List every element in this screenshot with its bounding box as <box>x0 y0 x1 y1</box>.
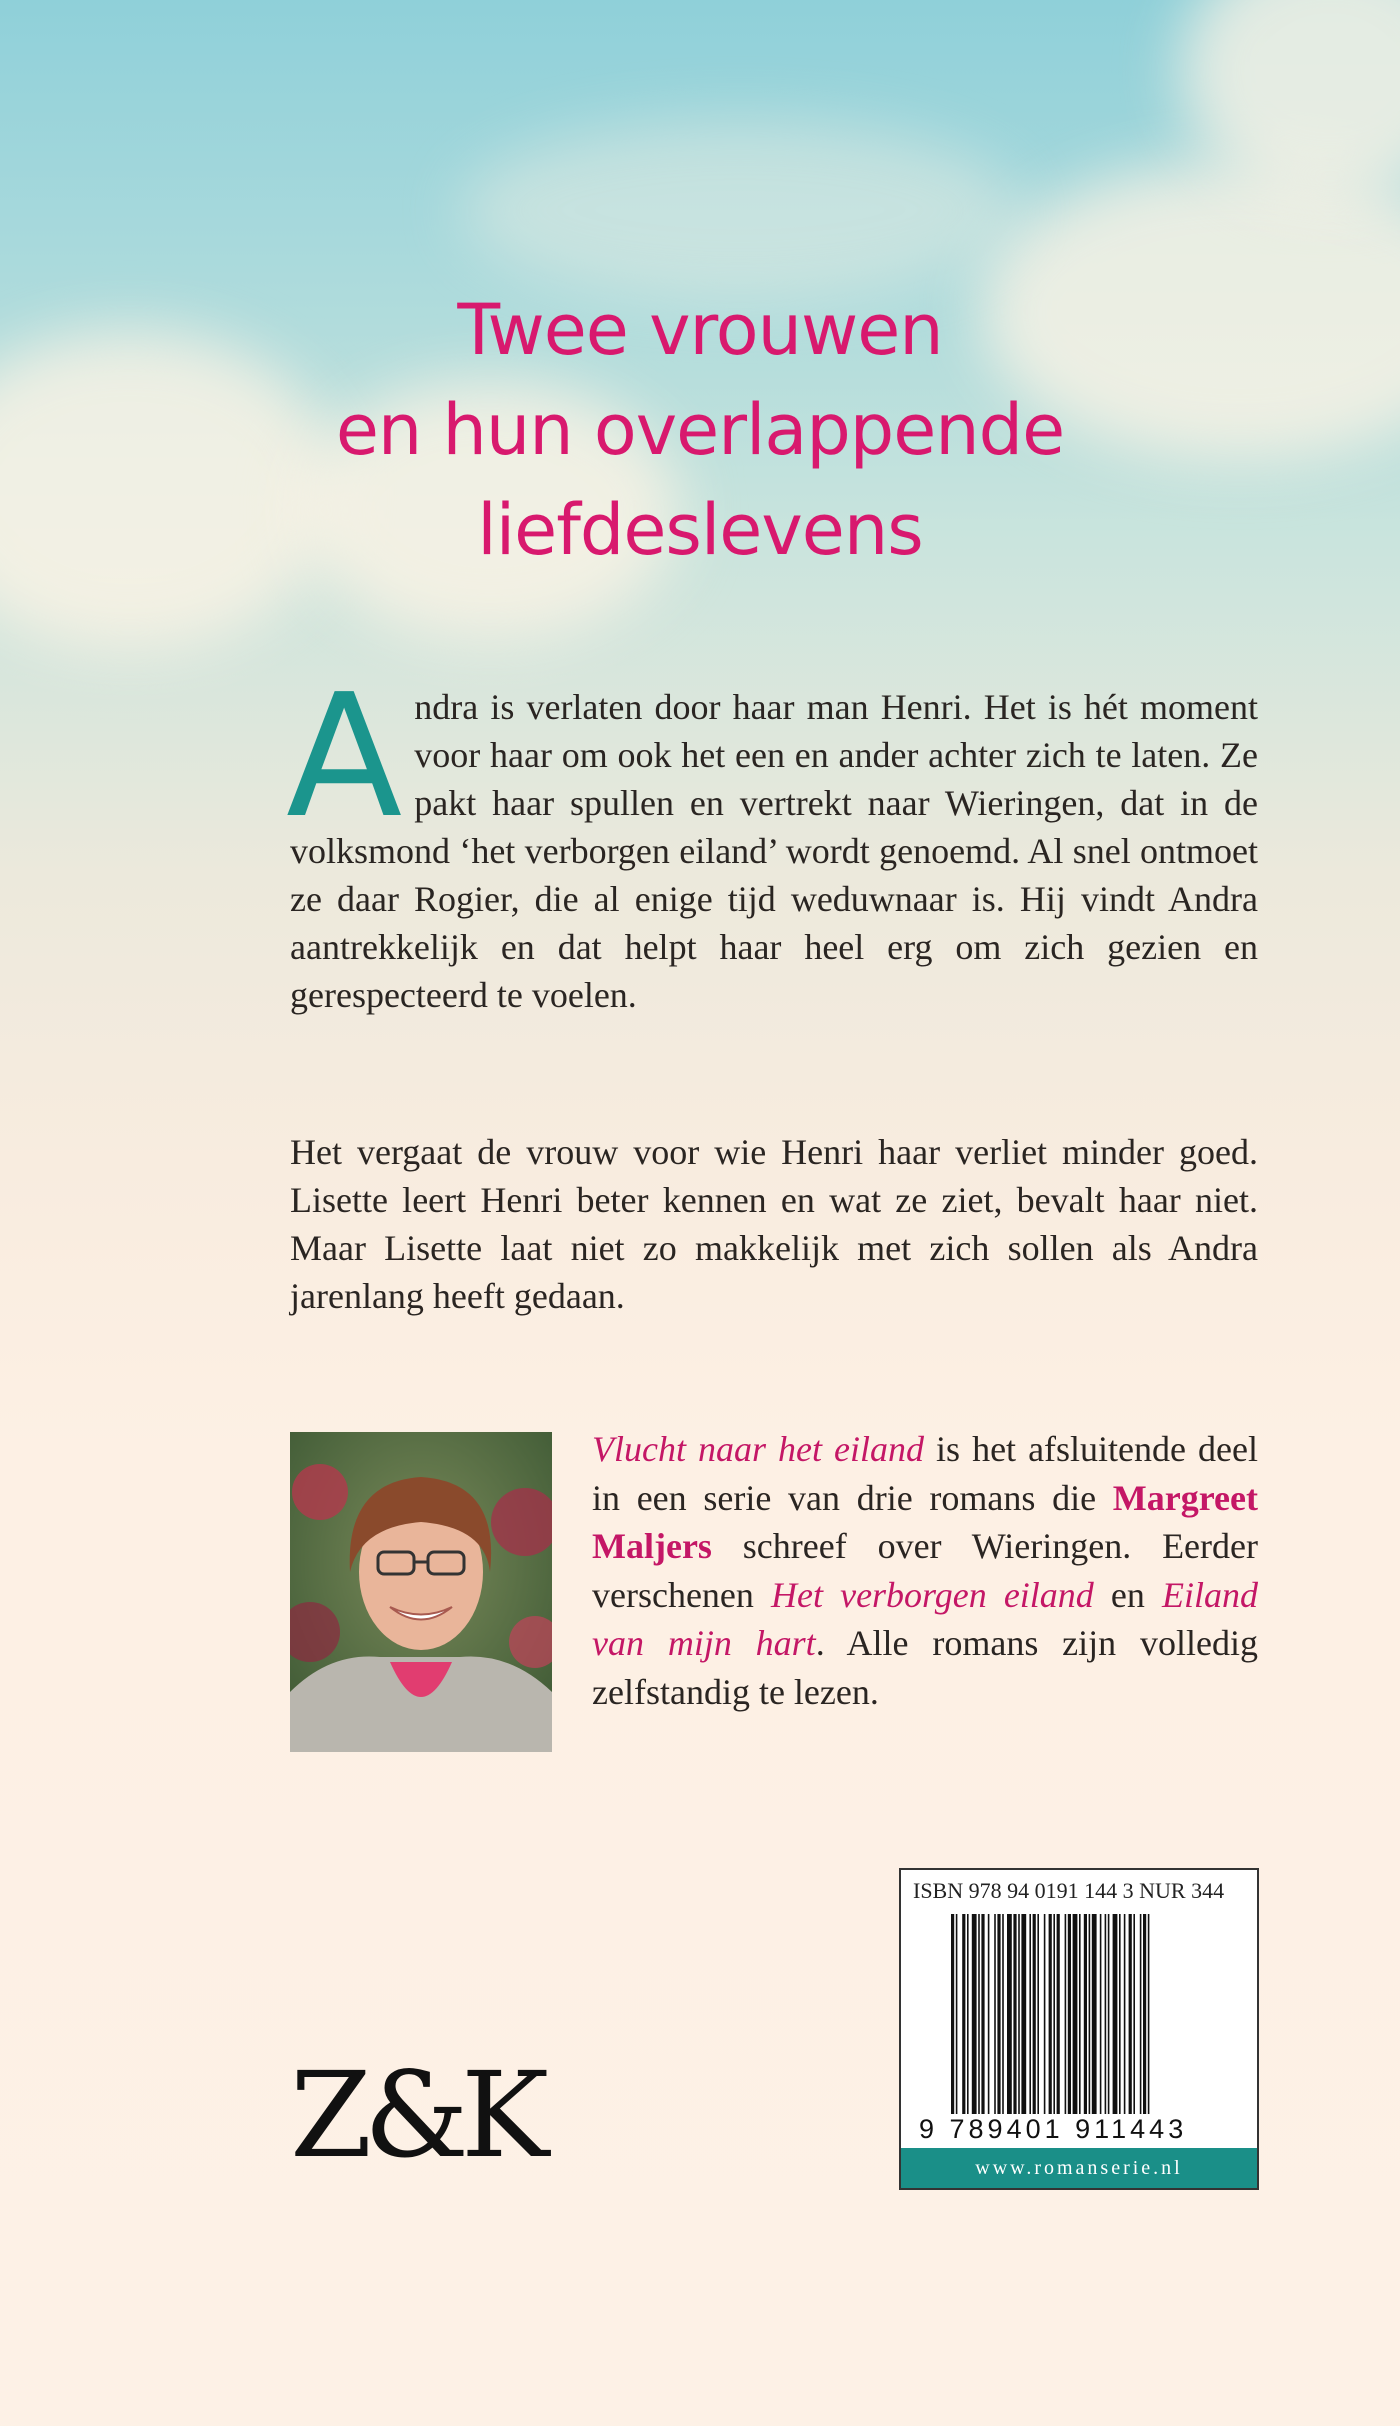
barcode-bar <box>951 1914 954 2114</box>
barcode-bar <box>997 1914 1000 2114</box>
barcode-bar <box>1124 1914 1126 2114</box>
website-url: www.romanserie.nl <box>901 2148 1257 2188</box>
barcode-bar <box>962 1914 965 2114</box>
barcode-bar <box>1092 1914 1097 2114</box>
barcode-icon <box>951 1914 1247 2114</box>
headline-line: en hun overlappende <box>335 389 1065 471</box>
author-photo <box>290 1432 552 1752</box>
author-description <box>592 1425 1258 1716</box>
barcode-bar <box>1007 1914 1012 2114</box>
barcode-bar <box>1065 1914 1067 2114</box>
barcode-bar <box>1140 1914 1142 2114</box>
headline-line: liefdeslevens <box>477 489 923 571</box>
barcode-bar <box>978 1914 980 2114</box>
book-title: Vlucht naar het eiland <box>592 1429 925 1469</box>
barcode-bar <box>1029 1914 1031 2114</box>
barcode-bar <box>1143 1914 1146 2114</box>
previous-title: Het verborgen eiland <box>771 1574 1094 1615</box>
barcode-bar <box>1113 1914 1118 2114</box>
barcode-bar <box>1068 1914 1071 2114</box>
barcode-bar <box>1021 1914 1026 2114</box>
barcode-bar <box>1108 1914 1110 2114</box>
barcode-bar <box>1018 1914 1020 2114</box>
blurb-text: ndra is verlaten door haar man Henri. Het is hét moment voor haar om ook het een en ander achter zich te laten. Ze pakt haar spullen en vertrekt naar Wieringen, dat in de volksmond ‘het verborgen eiland’ wordt genoemd. Al snel ontmoet ze daar Rogier, die al enige tijd weduwnaar is. Hij vindt Andra aantrekkelijk en dat helpt haar heel erg om zich gezien en gerespecteerd te voelen. <box>290 687 1258 1015</box>
author-portrait-icon <box>290 1432 552 1752</box>
barcode-bar <box>1089 1914 1091 2114</box>
tagline-headline <box>0 280 1400 580</box>
author-text-segment: en <box>1093 1574 1162 1615</box>
barcode-bar <box>1079 1914 1081 2114</box>
barcode-bar <box>1148 1914 1150 2114</box>
blurb-paragraph-2: Het vergaat de vrouw voor wie Henri haar verliet minder goed. Lisette leert Henri beter kennen en wat ze ziet, bevalt haar niet. Maar Lisette laat niet zo makkelijk met zich sollen als Andra jarenlang heeft gedaan. <box>290 1132 1258 1316</box>
barcode-bar <box>1100 1914 1102 2114</box>
barcode-bar <box>1013 1914 1016 2114</box>
barcode-bar <box>1105 1914 1107 2114</box>
barcode-bar <box>1057 1914 1060 2114</box>
barcode-bar <box>1049 1914 1052 2114</box>
barcode-bar <box>972 1914 977 2114</box>
barcode-bar <box>1084 1914 1087 2114</box>
barcode-bar <box>1037 1914 1039 2114</box>
headline-line: Twee vrouwen <box>457 289 943 371</box>
author-text-segment: is het afsluitende deel in een serie van drie romans die <box>592 1429 1258 1518</box>
previous-title: Eiland van mijn hart <box>592 1574 1258 1663</box>
barcode-bar <box>988 1914 990 2114</box>
author-text-segment: schreef over Wieringen. Eerder verschenen <box>592 1526 1258 1615</box>
barcode-bar <box>1119 1914 1121 2114</box>
barcode-bar <box>1033 1914 1036 2114</box>
barcode-bar <box>1073 1914 1078 2114</box>
barcode-bar <box>1129 1914 1132 2114</box>
author-text-segment: . Alle romans zijn volledig zelfstandig te lezen. <box>592 1623 1258 1712</box>
barcode-bar <box>994 1914 996 2114</box>
barcode-bar <box>1002 1914 1004 2114</box>
barcode-bar <box>1044 1914 1046 2114</box>
cloud <box>460 120 1020 300</box>
publisher-logo: Z&K <box>290 2046 542 2184</box>
barcode-bar <box>1133 1914 1135 2114</box>
barcode-bar <box>981 1914 984 2114</box>
author-name: Margreet Maljers <box>592 1477 1258 1566</box>
barcode-label <box>899 1868 1259 2190</box>
barcode-bar <box>1053 1914 1055 2114</box>
drop-cap: A <box>286 658 403 856</box>
barcode-digits: 9 789401 911443 <box>919 2114 1188 2144</box>
blurb-paragraph-1 <box>286 658 1258 1019</box>
isbn-text: ISBN 978 94 0191 144 3 NUR 344 <box>913 1878 1225 1903</box>
barcode-bar <box>956 1914 958 2114</box>
barcode-bar <box>967 1914 969 2114</box>
